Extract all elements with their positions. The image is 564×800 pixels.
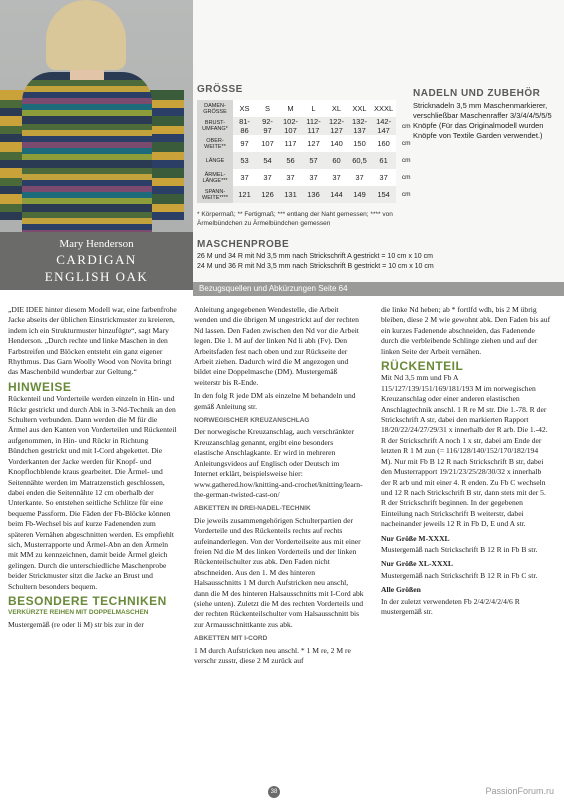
size-cell: L	[302, 100, 325, 117]
size-cell: XL	[325, 100, 348, 117]
size-cell: 150	[348, 135, 371, 152]
heading-verkuerzte: VERKÜRZTE REIHEN MIT DOPPELMASCHEN	[8, 609, 149, 617]
size-cell: 160	[371, 135, 396, 152]
model-photo	[0, 0, 193, 232]
heading-techniken: BESONDERE TECHNIKEN	[8, 593, 167, 608]
size-cell: 149	[348, 186, 371, 203]
size-unit: cm	[401, 174, 411, 181]
size-cell: M	[279, 100, 302, 117]
size-cell: 60,5	[348, 152, 371, 169]
size-cell: 112-117	[302, 117, 325, 135]
heading-rueckenteil: RÜCKENTEIL	[381, 359, 464, 374]
size-xl-text: Mustergemäß nach Strickschrift B 12 R in Fb C str.	[381, 570, 538, 580]
column-2	[194, 305, 364, 669]
size-cell: 136	[302, 186, 325, 203]
heading-size-m: Nur Größe M-XXXL	[381, 533, 450, 543]
size-cell: 37	[348, 169, 371, 186]
size-m-text: Mustergemäß nach Strickschrift B 12 R in Fb B str.	[381, 544, 538, 554]
size-cell: 131	[279, 186, 302, 203]
size-cell: 57	[302, 152, 325, 169]
col3-p1: die linke Nd heben; ab * fortlfd wdh, bis 2 M übrig bleiben, diese 2 M wie gewohnt abk. Den Faden bis auf ein kurzes Fadenende abschneiden, das Fadenende durch die verbleibende Schlinge ziehen und auf der linken Seite der Arbeit vernähen.	[381, 305, 551, 356]
size-cell: 37	[325, 169, 348, 186]
page-number: 38	[268, 786, 280, 798]
size-cell: 37	[233, 169, 256, 186]
needles-text: Stricknadeln 3,5 mm Maschenmarkierer, verschließbar Maschenraffer 3/3/4/4/5/5/5 Knöpfe (Für das Originalmodell wurden Knöpfe von Textile Garden verwendet.)	[413, 101, 552, 140]
title-box	[0, 232, 193, 290]
size-cell: 126	[256, 186, 279, 203]
size-cell: 37	[371, 169, 396, 186]
heading-size-xl: Nur Größe XL-XXXL	[381, 559, 453, 569]
size-unit: cm	[401, 122, 411, 130]
gauge-heading: MASCHENPROBE	[197, 239, 290, 250]
size-cell: 37	[256, 169, 279, 186]
watermark: PassionForum.ru	[485, 786, 554, 796]
gauge-text	[197, 252, 537, 272]
size-cell: 56	[279, 152, 302, 169]
size-cell: 81-86	[233, 117, 256, 135]
size-cell: 54	[256, 152, 279, 169]
size-row-label: ÄRMEL-LÄNGE***	[197, 169, 233, 186]
size-cell: 61	[371, 152, 396, 169]
verkuerzte-text: Mustergemäß (re oder li M) str bis zur in der	[8, 619, 144, 629]
size-row	[197, 135, 416, 152]
kreuzanschlag-text: Der norwegische Kreuzanschlag, auch verschränkter Kreuzanschlag genannt, ergibt eine besonders elastische Anschlagkante. Er wird in mehreren Anleitungsvideos auf Englisch oder Deutsch im Internet erklärt, beispielsweise hier: www.gathered.how/knitting-and-crochet/knitting/learn-the-german-twisted-cast-on/	[194, 427, 363, 499]
size-row-label: LÄNGE	[197, 152, 233, 169]
size-cell: 140	[325, 135, 348, 152]
size-cell: 53	[233, 152, 256, 169]
heading-kreuzanschlag: NORWEGISCHER KREUZANSCHLAG	[194, 417, 310, 425]
all-sizes-text: In der zuletzt verwendeten Fb 2/4/2/4/2/4/6 R mustergemäß str.	[381, 596, 520, 616]
size-row-label: SPANN-WEITE****	[197, 186, 233, 203]
col2-p2: In den folg R jede DM als einzelne M behandeln und gemäß Anleitung str.	[194, 391, 356, 411]
size-cell: 107	[256, 135, 279, 152]
size-cell: 37	[279, 169, 302, 186]
size-cell: 97	[233, 135, 256, 152]
needles-heading: NADELN UND ZUBEHÖR	[413, 88, 541, 99]
heading-icord: ABKETTEN MIT I-CORD	[194, 635, 268, 643]
size-row	[197, 117, 416, 135]
rueckenteil-text: Mit Nd 3,5 mm und Fb A 115/127/139/151/169/181/193 M im norwegischen Kreuzanschlag oder einer anderen elastischen Anschlagtechnik anschl. 1 R re M str. Die 1.-78. R der Strickschrift A str, dabei den markierten Rapport 18/20/22/24/27/29/31 x innerhalb der R arb. Die 1.-42. R der Strickschrift A noch 1 x str, dabei am Ende der letzten R 1 M zun (= 116/128/140/152/170/182/194 M). Nur mit Fb B 12 R nach Strickschrift B str, dabei den Musterrapport 19/21/23/25/28/30/32 x innerhalb der R arb und mit einer 4. R enden. Zu Fb C wechseln und 12 R nach Strickschrift B str, dann stets mit der 5. R der Strickschrift beginnen. In der gegebenen Einteilung nach Strickschrift B weiterstr, dabei nacheinander jeweils 12 R in Fb D, E und A str.	[381, 373, 548, 529]
author-name: Mary Henderson	[59, 238, 134, 250]
size-cell: XXXL	[371, 100, 396, 117]
size-cell: 60	[325, 152, 348, 169]
size-notes: * Körpermaß; ** Fertigmaß; *** entlang der Naht gemessen; **** von Ärmelbündchen zu Ärmelbündchen gemessen	[197, 211, 393, 227]
gauge-line-1: 26 M und 34 R mit Nd 3,5 mm nach Strickschrift A gestrickt = 10 cm x 10 cm	[197, 253, 433, 260]
hinweise-text: Rückenteil und Vorderteile werden einzeln in Hin- und Rückr gestrickt und durch Abk in 3-Nd-Technik an den Schultern verbunden. Dann werden die M für die Ärmel aus den Kanten von Vorderteilen und Rückenteil aufgenommen, in Hin- und Rückr in Richtung Bündchen gestrickt und mit I-Cord abgekettet. Die Vorderkanten der Jacke werden für Knopf- und Knopflochblende kraus gearbeitet. Die Ärmel- und Seitennähte werden im Matratzenstich geschlossen, dabei enden die Seitennähte 12 cm oberhalb der Unterkante. So entstehen seitliche Schlitze für eine bequeme Passform. Die Fäden der Fb-Blöcke können beim Fb-Wechsel bis auf kurze Fadenenden zum späteren Vernähen abgeschnitten werden. Es empfiehlt sich, Musterrapporte und Ärmel-Abn an den Ärmeln mit MM zu kennzeichnen, damit beide Ärmel gleich gelingen. Durch die unterschiedliche Maschenprobe beider Strickmuster sitzt die Jacke an Brust und Schultern besonders bequem.	[8, 394, 177, 591]
heading-all-sizes: Alle Größen	[381, 585, 421, 595]
size-cell: 117	[279, 135, 302, 152]
size-cell: 132-137	[348, 117, 371, 135]
size-cell: XS	[233, 100, 256, 117]
title-line-2: ENGLISH OAK	[44, 269, 149, 284]
size-cell: S	[256, 100, 279, 117]
intro-text: „DIE IDEE hinter diesem Modell war, eine farbenfrohe Jacke abseits der üblichen Einstrickmuster zu kreieren, indem ich ein Strukturmuster hinzufügte“, sagt Mary Henderson. „Durch rechte und linke Maschen in den Farbstreifen und Blöcken entsteht ein ganz eigener Rhythmus. Das Garn Woolly Wood von Novita bringt das Maschenbild wunderbar zur Geltung.“	[8, 305, 177, 377]
gauge-line-2: 24 M und 36 R mit Nd 3,5 mm nach Strickschrift B gestrickt = 10 cm x 10 cm	[197, 263, 434, 270]
sizes-heading: GRÖSSE	[197, 84, 243, 95]
heading-abketten: ABKETTEN IN DREI-NADEL-TECHNIK	[194, 505, 311, 513]
size-cell: XXL	[348, 100, 371, 117]
column-3	[381, 305, 551, 620]
size-cell: 37	[302, 169, 325, 186]
heading-hinweise: HINWEISE	[8, 379, 72, 394]
icord-text: 1 M durch Aufstricken neu anschl. * 1 M re, 2 M re verschr zusstr, diese 2 M zurück auf	[194, 645, 351, 665]
title-line-1: CARDIGAN	[56, 252, 137, 267]
source-bar: Bezugsquellen und Abkürzungen Seite 64	[193, 282, 564, 296]
size-table	[197, 100, 416, 203]
size-cell: 122-127	[325, 117, 348, 135]
size-unit: cm	[401, 140, 411, 147]
abketten-text: Die jeweils zusammengehörigen Schulterpartien der Vorderteile und des Rückenteils rechts auf rechts aufeinanderlegen. Von der Vorderteilseite aus mit einer freien Nd die M des linken Vorderteils und der linken Rückenteilschulter zus abk. Den Faden nicht abschneiden. Aus den 1. M des hinteren Halsausschnitts 1 M durch Aufstricken neu anschl, dann die M des hinteren Halsausschnitts mit I-Cord abk (siehe unten). Zuletzt die M des rechten Vorderteils und der rechten Rückenteilschulter vom Halsausschnitt bis zur Armausschnittkante zus abk.	[194, 515, 364, 629]
size-row-label: OBER-WEITE**	[197, 135, 233, 152]
size-cell: 144	[325, 186, 348, 203]
size-cell: 154	[371, 186, 396, 203]
size-cell: 127	[302, 135, 325, 152]
size-unit: cm	[401, 191, 411, 198]
size-row-label: BRUST-UMFANG*	[197, 117, 233, 135]
size-cell: 92-97	[256, 117, 279, 135]
column-1	[8, 305, 178, 633]
size-row	[197, 186, 416, 203]
size-cell: 102-107	[279, 117, 302, 135]
size-unit: cm	[401, 157, 411, 164]
needles-box	[413, 88, 553, 141]
size-cell: 121	[233, 186, 256, 203]
size-cell: 142-147	[371, 117, 396, 135]
size-row-label: DAMEN-GRÖSSE	[197, 100, 233, 117]
size-row	[197, 169, 416, 186]
size-row	[197, 100, 416, 117]
size-row	[197, 152, 416, 169]
col2-p1: Anleitung angegebenen Wendestelle, die Arbeit wenden und die übrigen M ungestrickt auf der rechten Nd lassen. Den Faden zwischen den Nd vor die Arbeit legen. Die 1. M auf der linken Nd li abh (Fv). Den Arbeitsfaden fest nach oben und zur Rückseite der Arbeit ziehen. Dadurch wird die M angezogen und bildet eine Doppelmasche (DM). Mustergemäß weiterstr bis R-Ende.	[194, 305, 359, 387]
